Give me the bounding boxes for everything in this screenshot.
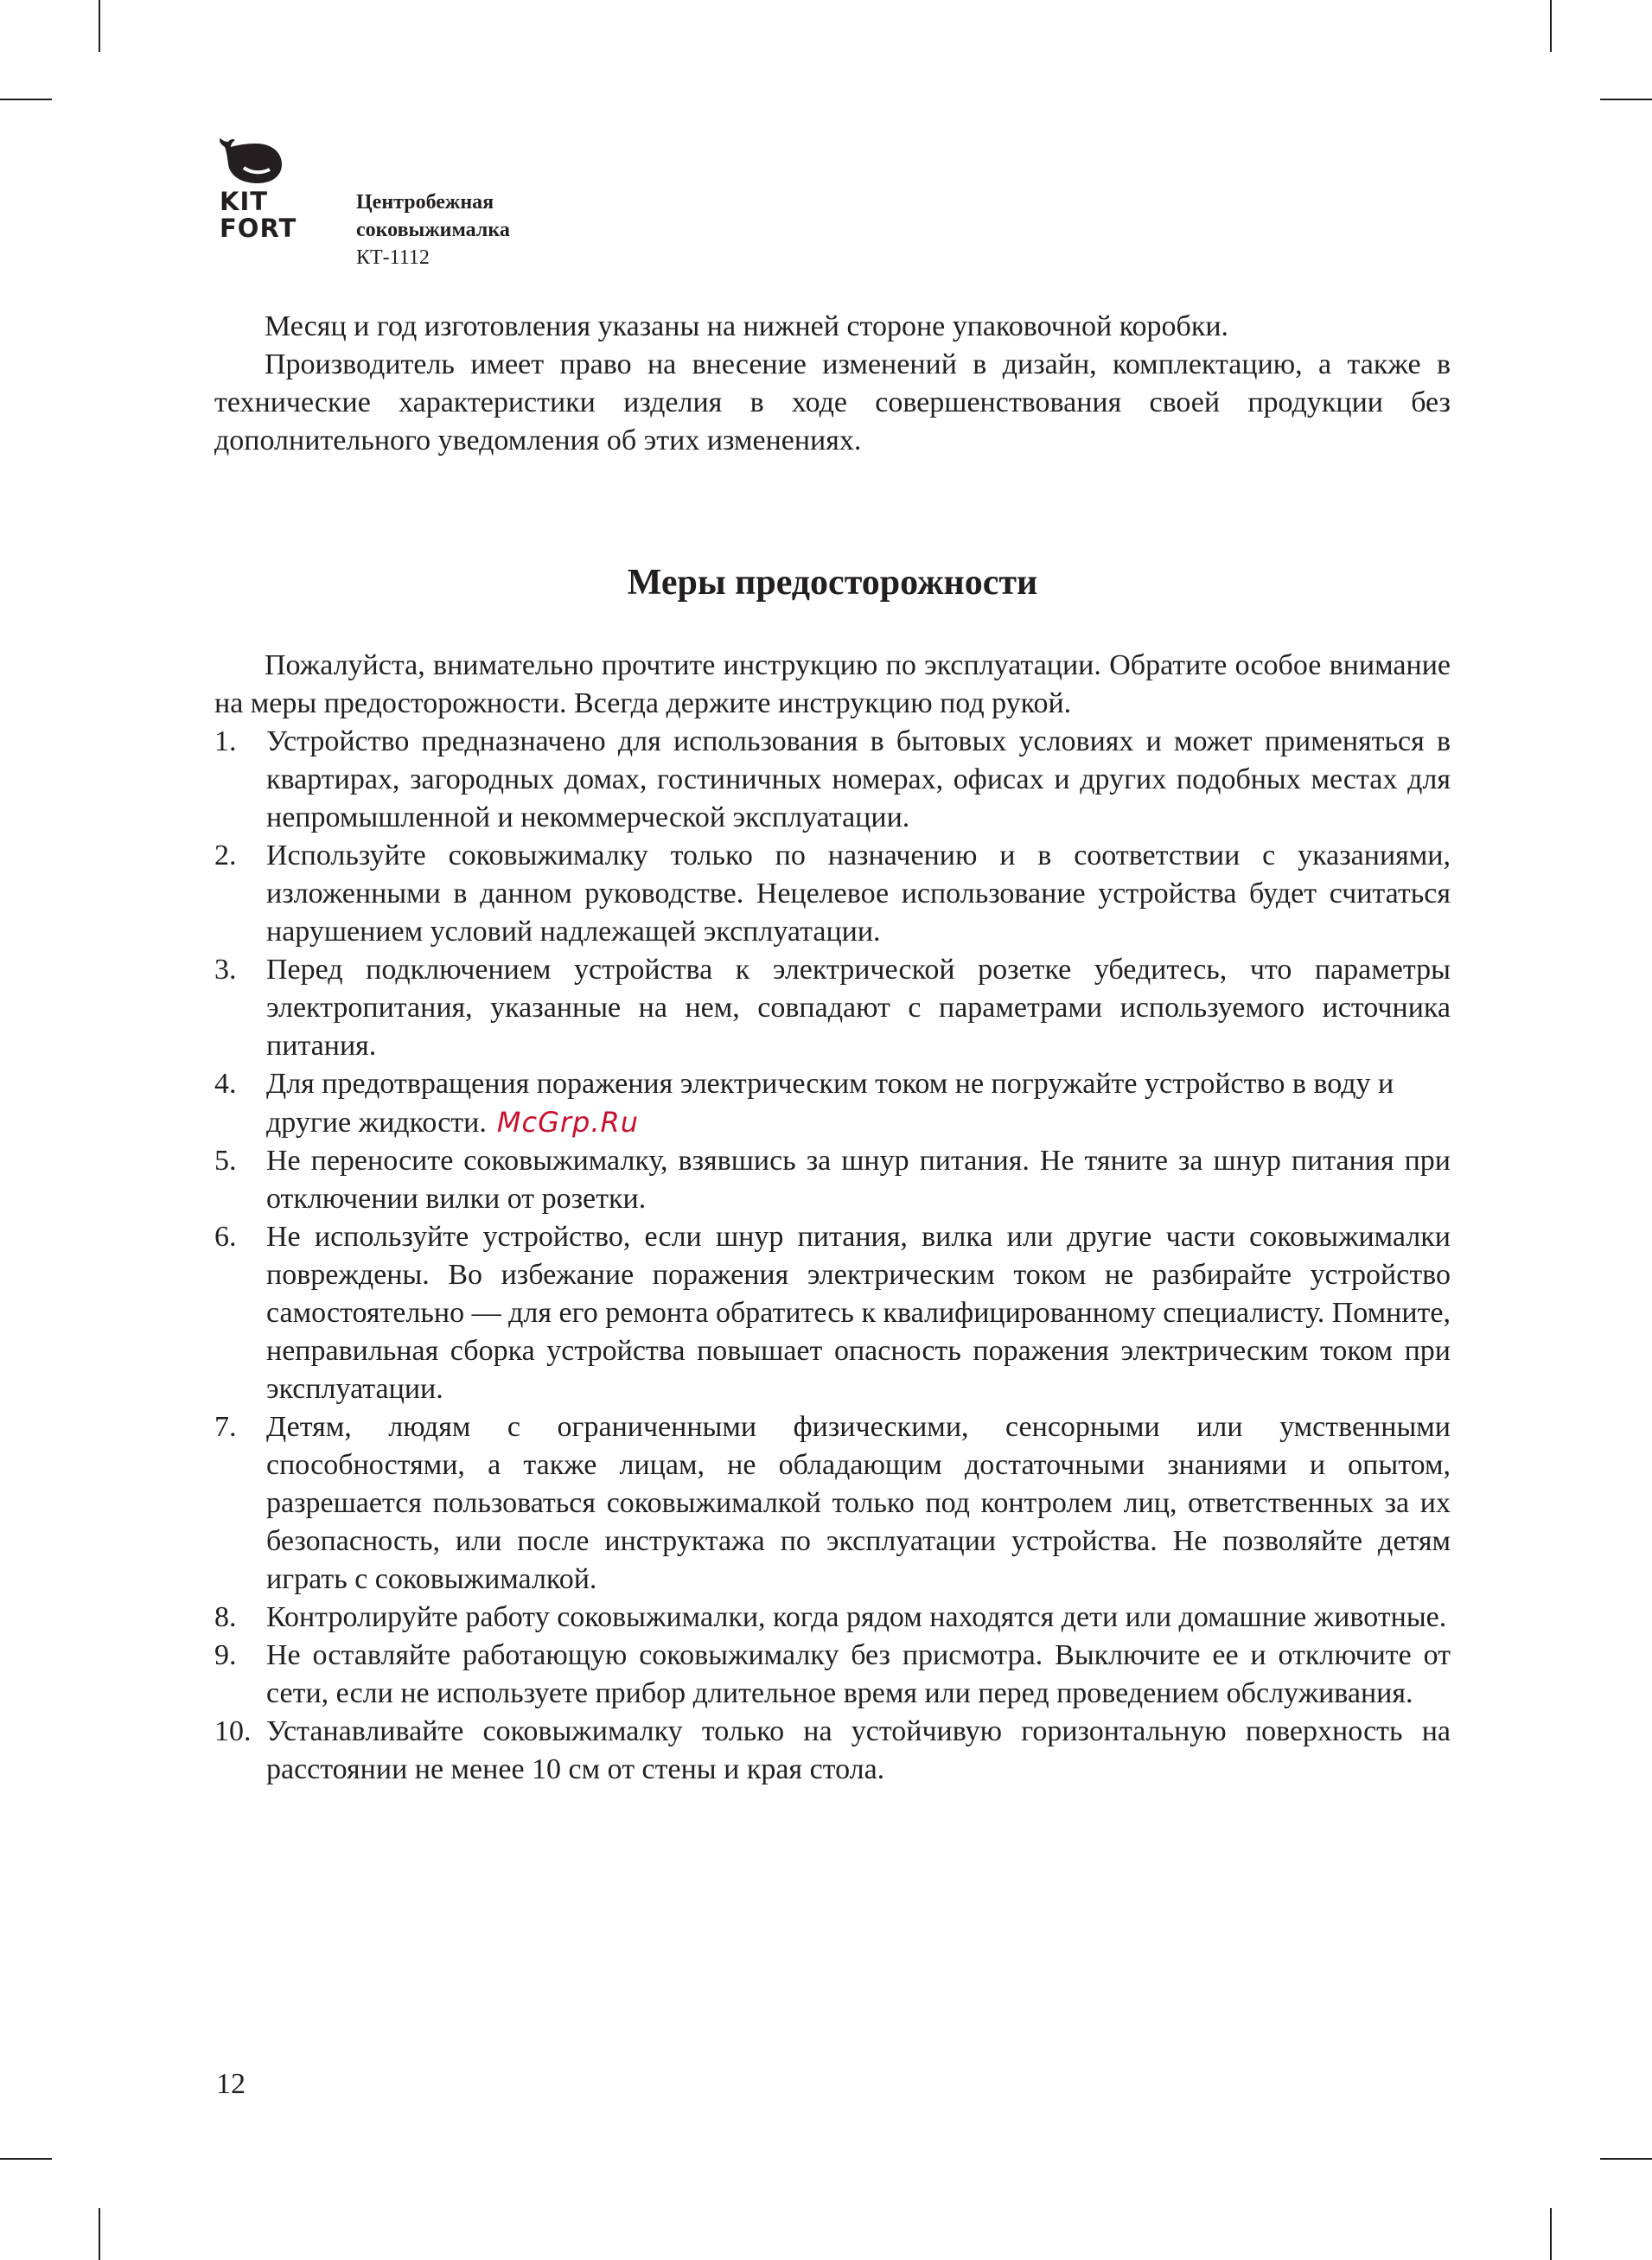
- intro-paragraph-1: Месяц и год изготовления указаны на нижней стороне упаковочной коробки.: [265, 310, 1229, 342]
- list-item-number: 6.: [214, 1221, 237, 1253]
- logo-line-kit: KIT: [220, 187, 269, 216]
- list-item-number: 5.: [214, 1145, 237, 1177]
- list-item-number: 4.: [214, 1068, 237, 1100]
- model-number: КТ-1112: [356, 246, 430, 269]
- intro-paragraph-2: Производитель имеет право на внесение изменений в дизайн, комплектацию, а также в технические характеристики изделия в ходе совершенствования своей продукции без дополнительного уведомления об этих изменениях.: [214, 348, 1451, 456]
- list-item-number: 9.: [214, 1639, 237, 1671]
- crop-mark: [1550, 0, 1552, 52]
- list-item-text: Устанавливайте соковыжималку только на устойчивую горизонтальную поверхность на расстоянии не менее 10 см от стены и края стола.: [266, 1715, 1451, 1785]
- list-item-number: 3.: [214, 954, 237, 986]
- list-item: [214, 1408, 1451, 1599]
- title-line-2: соковыжималка: [356, 219, 510, 241]
- list-item-text: Контролируйте работу соковыжималки, когда рядом находятся дети или домашние животные.: [266, 1601, 1447, 1633]
- whale-icon: [218, 138, 287, 183]
- watermark-link[interactable]: McGrp.Ru: [496, 1106, 640, 1139]
- list-item-text: Не используйте устройство, если шнур питания, вилка или другие части соковыжималки повреждены. Во избежание поражения электрическим током не разбирайте устройство самостоятельно — для его ремонта обратитесь к квалифицированному специалисту. Помните, неправильная сборка устройства повышает опасность поражения электрическим током при эксплуатации.: [266, 1221, 1451, 1405]
- list-item: [214, 1065, 1451, 1142]
- list-item: [214, 1218, 1451, 1408]
- crop-mark: [0, 2158, 52, 2160]
- logo-line-fort: FORT: [220, 214, 297, 243]
- list-item-number: 2.: [214, 840, 237, 871]
- list-item: [214, 1713, 1451, 1789]
- section-lead: Пожалуйста, внимательно прочтите инструкцию по эксплуатации. Обратите особое внимание на меры предосторожности. Всегда держите инструкцию под рукой.: [214, 649, 1451, 719]
- crop-mark: [0, 99, 52, 100]
- list-item-number: 10.: [214, 1715, 252, 1747]
- list-item: [214, 951, 1451, 1065]
- section-heading: Меры предосторожности: [627, 563, 1038, 603]
- document-title: [356, 188, 510, 271]
- list-item-number: 1.: [214, 725, 237, 757]
- list-item-text: Для предотвращения поражения электрическим током не погружайте устройство в воду и другие жидкости.: [266, 1068, 1394, 1139]
- list-item: [214, 1142, 1451, 1218]
- crop-mark: [99, 2208, 100, 2260]
- list-item: [214, 1637, 1451, 1713]
- page-content: [214, 308, 1451, 1789]
- list-item-text: Не переносите соковыжималку, взявшись за шнур питания. Не тяните за шнур питания при отключении вилки от розетки.: [266, 1145, 1451, 1215]
- list-item-text: Не оставляйте работающую соковыжималку без присмотра. Выключите ее и отключите от сети, если не используете прибор длительное время или перед проведением обслуживания.: [266, 1639, 1451, 1709]
- list-item: [214, 1599, 1451, 1637]
- list-item-text: Устройство предназначено для использования в бытовых условиях и может применяться в квартирах, загородных домах, гостиничных номерах, офисах и других подобных местах для непромышленной и некоммерческой эксплуатации.: [266, 725, 1451, 833]
- page-header: [214, 138, 820, 277]
- crop-mark: [1600, 2158, 1652, 2160]
- list-item: [214, 723, 1451, 837]
- list-item: [214, 837, 1451, 951]
- crop-mark: [1600, 99, 1652, 100]
- crop-mark: [1550, 2208, 1552, 2260]
- list-item-number: 8.: [214, 1601, 237, 1633]
- list-item-number: 7.: [214, 1411, 237, 1443]
- list-item-text: Используйте соковыжималку только по назначению и в соответствии с указаниями, изложенными в данном руководстве. Нецелевое использование устройства будет считаться нарушением условий надлежащей эксплуатации.: [266, 840, 1451, 948]
- list-item-text: Перед подключением устройства к электрической розетке убедитесь, что параметры электропитания, указанные на нем, совпадают с параметрами используемого источника питания.: [266, 954, 1451, 1062]
- precautions-list: [214, 723, 1451, 1789]
- title-line-1: Центробежная: [356, 191, 494, 214]
- page-number: 12: [216, 2068, 246, 2100]
- crop-mark: [99, 0, 100, 52]
- kitfort-logo: [214, 138, 327, 251]
- list-item-text: Детям, людям с ограниченными физическими, сенсорными или умственными способностями, а также лицам, не обладающим достаточными знаниями и опытом, разрешается пользоваться соковыжималкой только под контролем лиц, ответственных за их безопасность, или после инструктажа по эксплуатации устройства. Не позволяйте детям играть с соковыжималкой.: [266, 1411, 1451, 1595]
